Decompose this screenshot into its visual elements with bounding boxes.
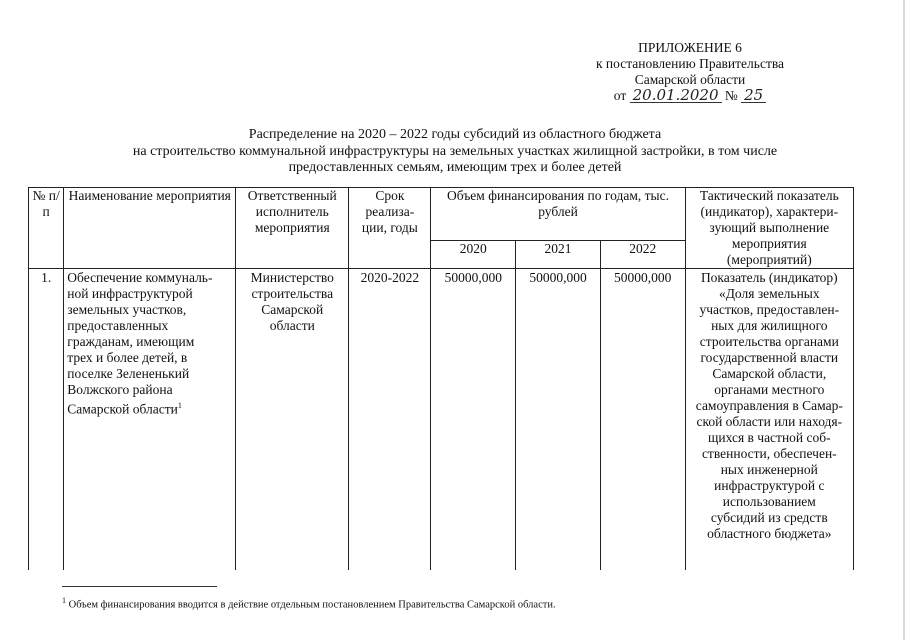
header-responsible: Ответственный исполнитель мероприятия (236, 188, 349, 269)
date-prefix: от (613, 88, 627, 103)
footnote-text: Объем финансирования вводится в действие отдельным постановлением Правительства Самарской области. (68, 599, 556, 611)
appendix-header (560, 40, 820, 104)
header-year-2022: 2022 (600, 241, 685, 269)
row-indicator: Показатель (индикатор) «Доля земельных участков, предоставлен- ных для жилищного строительства органами государственной власти Самарской области, органами местного самоуправления в Самар- ской области или находя- щихся в частной соб- ственности, обеспечен- ных инженерной инфраструктурой с использованием субсидий из средств областного бюджета» (685, 269, 853, 571)
handwritten-date: 20.01.2020 (630, 88, 722, 103)
header-year-2020: 2020 (431, 241, 516, 269)
handwritten-number: 25 (741, 88, 766, 103)
row-num: 1. (29, 269, 64, 571)
header-num: № п/п (29, 188, 64, 269)
row-term: 2020-2022 (349, 269, 431, 571)
appendix-number: ПРИЛОЖЕНИЕ 6 (638, 40, 742, 55)
header-year-2021: 2021 (516, 241, 601, 269)
number-label: № (724, 88, 738, 103)
footnote-number: 1 (62, 596, 66, 605)
title-line-3: предоставленных семьям, имеющим трех и более детей (288, 160, 622, 175)
header-indicator: Тактический показатель (индикатор), характери- зующий выполнение мероприятия (мероприятий) (685, 188, 853, 269)
document-title (60, 127, 850, 177)
appendix-resolution-ref: к постановлению Правительства (595, 56, 785, 71)
title-line-2: на строительство коммунальной инфраструктуры на земельных участках жилищной застройки, в том числе (132, 143, 778, 159)
row-name-cell (64, 269, 236, 571)
header-funding: Объем финансирования по годам, тыс. рублей (431, 188, 685, 241)
footnote-mark: 1 (177, 401, 182, 410)
header-term: Срок реализа- ции, годы (349, 188, 431, 269)
subsidy-distribution-table (28, 187, 854, 570)
row-amount-2022: 50000,000 (600, 269, 685, 571)
row-name: Обеспечение коммуналь- ной инфраструктурой земельных участков, предоставленных гражданам, имеющим трех и более детей, в поселке Зелененький Волжского района Самарской области (67, 270, 213, 417)
table-row (29, 269, 854, 571)
title-line-1: Распределение на 2020 – 2022 годы субсидий из областного бюджета (248, 127, 662, 142)
appendix-date-line (560, 88, 820, 104)
header-name: Наименование мероприятия (64, 188, 236, 269)
row-responsible: Министерство строительства Самарской области (236, 269, 349, 571)
appendix-region: Самарской области (634, 72, 746, 87)
footnote-divider (62, 586, 217, 587)
row-amount-2020: 50000,000 (431, 269, 516, 571)
row-amount-2021: 50000,000 (516, 269, 601, 571)
footnote (62, 594, 862, 612)
